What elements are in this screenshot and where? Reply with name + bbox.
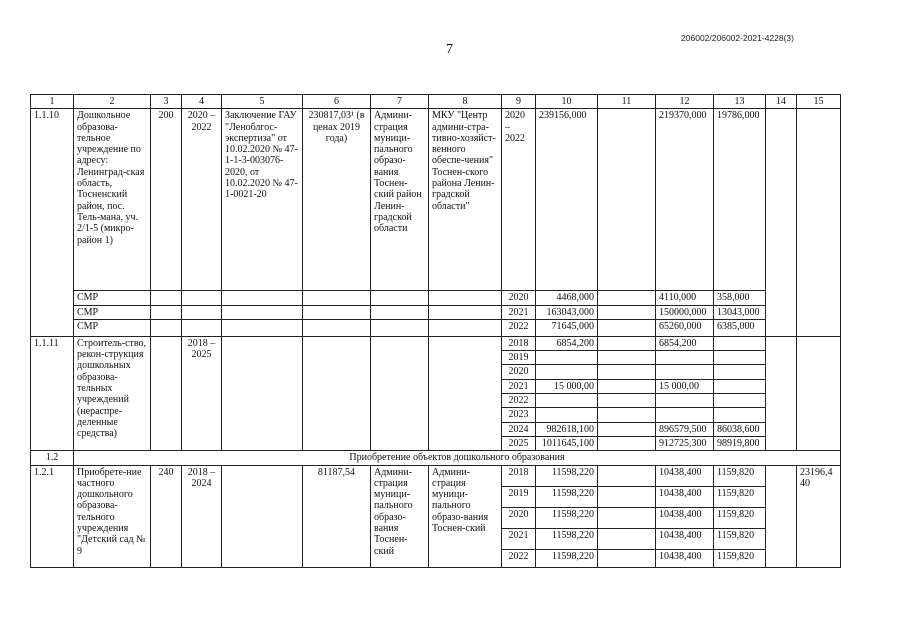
column-header: 2 [74,95,151,109]
cell-11 [598,507,656,528]
cell-13: 1159,820 [714,465,766,486]
cell-11 [598,336,656,350]
cell-11 [598,528,656,549]
column-header: 10 [536,95,598,109]
capacity-cell [151,291,182,305]
row-number: 1.1.11 [31,336,74,450]
customer-cell: Админи-страция муници-пального образо-вания Тоснен-ский район Ленин-градской области [371,109,429,291]
cell-11 [598,422,656,436]
table-row [31,319,841,336]
executor-cell: МКУ "Центр админи-стра-тивно-хозяйст-венного обеспе-чения" Тоснен-ского района Ленин-градской области" [429,109,502,291]
cell-12 [656,394,714,408]
total-cell [536,351,598,365]
cell-13 [714,408,766,422]
cell-13 [714,336,766,350]
cost-cell: 230817,03¹ (в ценах 2019 года) [303,109,371,291]
year-cell: 2023 [502,408,536,422]
total-cell: 71645,000 [536,319,598,336]
total-cell: 4468,000 [536,291,598,305]
total-cell: 6854,200 [536,336,598,350]
cell-12: 15 000,00 [656,379,714,393]
customer-cell [371,336,429,450]
cell-12: 10438,400 [656,486,714,507]
cell-13 [714,351,766,365]
total-cell: 239156,000 [536,109,598,291]
cell-14 [766,465,797,567]
cell-12: 65260,000 [656,319,714,336]
cell-13: 98919,800 [714,436,766,450]
cell-12: 219370,000 [656,109,714,291]
object-name: Дошкольное образова-тельное учреждение по адресу: Ленинград-ская область, Тосненский район, пос. Тель-мана, уч. 2/1-5 (микро-район 1) [74,109,151,291]
year-cell: 2022 [502,394,536,408]
cell-13: 19786,000 [714,109,766,291]
capacity-cell: 240 [151,465,182,567]
table-row [31,305,841,319]
cell-12: 10438,400 [656,528,714,549]
cell-11 [598,465,656,486]
cost-cell [303,305,371,319]
column-header: 11 [598,95,656,109]
capacity-cell [151,305,182,319]
customer-cell [371,319,429,336]
total-cell: 1011645,100 [536,436,598,450]
total-cell: 982618,100 [536,422,598,436]
cell-11 [598,379,656,393]
expertise-cell [222,319,303,336]
expertise-cell: Заключение ГАУ "Леноблгос-экспертиза" от 10.02.2020 № 47-1-1-3-003076-2020, от 10.02.2020 № 47-1-0021-20 [222,109,303,291]
column-header: 15 [797,95,841,109]
expertise-cell [222,465,303,567]
cell-11 [598,319,656,336]
total-cell: 11598,220 [536,507,598,528]
cost-cell [303,319,371,336]
column-header: 3 [151,95,182,109]
year-cell: 2020 [502,507,536,528]
cell-12: 912725,300 [656,436,714,450]
period-cell [182,291,222,305]
column-header: 14 [766,95,797,109]
period-cell [182,305,222,319]
table-row [31,336,841,350]
cell-13: 6385,000 [714,319,766,336]
cell-12: 10438,400 [656,465,714,486]
year-cell: 2024 [502,422,536,436]
cell-12: 150000,000 [656,305,714,319]
cell-12: 10438,400 [656,507,714,528]
year-cell: 2020 [502,365,536,379]
cell-12 [656,408,714,422]
cell-15: 23196,440 [797,465,841,567]
column-header: 8 [429,95,502,109]
year-cell: 2021 [502,305,536,319]
cell-13: 1159,820 [714,549,766,567]
executor-cell: Админи-страция муници-пального образо-вания Тоснен-ский [429,465,502,567]
section-title: Приобретение объектов дошкольного образования [74,451,841,465]
table-row [31,291,841,305]
smr-label: СМР [74,319,151,336]
column-header: 12 [656,95,714,109]
column-header: 1 [31,95,74,109]
cell-12 [656,365,714,379]
customer-cell [371,305,429,319]
smr-label: СМР [74,291,151,305]
column-number-row [31,95,841,109]
total-cell [536,408,598,422]
capacity-cell: 200 [151,109,182,291]
cell-13: 1159,820 [714,507,766,528]
executor-cell [429,291,502,305]
cell-11 [598,291,656,305]
period-cell: 2018 – 2024 [182,465,222,567]
cell-11 [598,394,656,408]
cell-11 [598,351,656,365]
period-cell: 2020 – 2022 [182,109,222,291]
row-number: 1.1.10 [31,109,74,337]
object-name: Приобрете-ние частного дошкольного образова-тельного учреждения "Детский сад № 9 [74,465,151,567]
program-table [30,94,841,568]
cost-cell [303,336,371,450]
cell-12 [656,351,714,365]
cell-12: 4110,000 [656,291,714,305]
cell-11 [598,109,656,291]
period-cell: 2018 – 2025 [182,336,222,450]
table-row [31,109,841,291]
expertise-cell [222,336,303,450]
cell-13 [714,365,766,379]
object-name: Строитель-ство, рекон-струкция дошкольных образова-тельных учреждений (нераспре-деленные средства) [74,336,151,450]
cell-13: 13043,000 [714,305,766,319]
total-cell: 11598,220 [536,465,598,486]
year-cell: 2018 [502,336,536,350]
cell-13: 1159,820 [714,528,766,549]
total-cell: 11598,220 [536,549,598,567]
cell-15 [797,336,841,450]
column-header: 6 [303,95,371,109]
smr-label: СМР [74,305,151,319]
cell-11 [598,305,656,319]
total-cell: 11598,220 [536,528,598,549]
cost-cell: 81187,54 [303,465,371,567]
executor-cell [429,336,502,450]
column-header: 13 [714,95,766,109]
capacity-cell [151,336,182,450]
total-cell: 163043,000 [536,305,598,319]
year-cell: 2022 [502,319,536,336]
cell-12: 6854,200 [656,336,714,350]
year-cell: 2019 [502,486,536,507]
cell-15 [797,109,841,337]
section-row [31,451,841,465]
customer-cell [371,291,429,305]
cell-11 [598,365,656,379]
cell-11 [598,408,656,422]
table-row [31,465,841,486]
cell-13: 86038,600 [714,422,766,436]
year-cell: 2019 [502,351,536,365]
column-header: 7 [371,95,429,109]
total-cell [536,365,598,379]
cell-12: 10438,400 [656,549,714,567]
cell-11 [598,549,656,567]
year-cell: 2025 [502,436,536,450]
cell-13 [714,394,766,408]
capacity-cell [151,319,182,336]
year-cell: 2020 [502,291,536,305]
executor-cell [429,305,502,319]
column-header: 9 [502,95,536,109]
row-number: 1.2.1 [31,465,74,567]
year-cell: 2018 [502,465,536,486]
cell-13: 1159,820 [714,486,766,507]
period-cell [182,319,222,336]
year-cell: 2020 – 2022 [502,109,536,291]
year-cell: 2022 [502,549,536,567]
total-cell: 15 000,00 [536,379,598,393]
cell-11 [598,436,656,450]
total-cell [536,394,598,408]
cell-14 [766,109,797,337]
cell-14 [766,336,797,450]
year-cell: 2021 [502,379,536,393]
column-header: 4 [182,95,222,109]
expertise-cell [222,291,303,305]
cell-12: 896579,500 [656,422,714,436]
total-cell: 11598,220 [536,486,598,507]
column-header: 5 [222,95,303,109]
customer-cell: Админи-страция муници-пального образо-вания Тоснен-ский [371,465,429,567]
year-cell: 2021 [502,528,536,549]
executor-cell [429,319,502,336]
page-number: 7 [446,42,453,57]
expertise-cell [222,305,303,319]
document-reference: 206002/206002-2021-4228(3) [681,33,794,43]
cell-11 [598,486,656,507]
cost-cell [303,291,371,305]
cell-13: 358,000 [714,291,766,305]
section-number: 1.2 [31,451,74,465]
cell-13 [714,379,766,393]
